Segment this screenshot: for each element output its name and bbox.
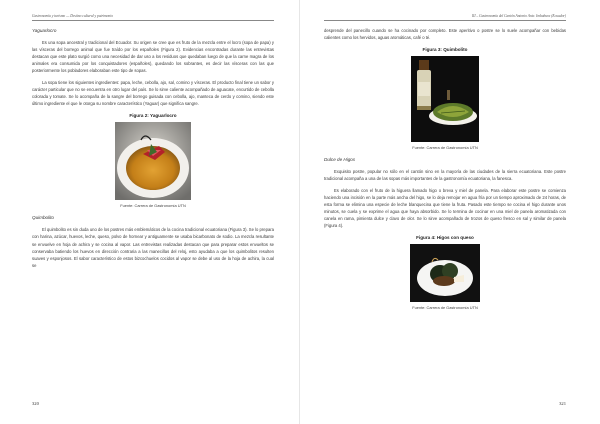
right-page: [300, 0, 600, 424]
left-running-head: Gastronomía y turismo — Destino cultural y patrimonio: [32, 14, 274, 21]
figure-2-caption: Figura 2: Yaguarlocro: [129, 113, 177, 119]
higos-con-queso-photo: [410, 244, 480, 302]
higos-paragraph-2: Es elaborado con el fruto de la higuera llamado higo o breva y miel de panela. Para elaborar este postre se comienza haciendo una incisión en la parte más ancha del higo, se lo deja remojar en agua fría por un tiempo aproximado de 24 horas, de esta forma se elimina una especie de leche blanquecina que tiene la fruta. Pasado este tiempo se cocina el higo durante unos minutos, se cuela y se exprime el agua que haya absorbido. Se lo termina de cocinar en una miel de panela aromatizada con canela en rama, pimienta dulce y clavo de olor. Se lo sirve acompañado de trozos de queso fresco en sal y similar de panela (Figura 4).: [324, 187, 566, 229]
yaguarlocro-paragraph-2: La sopa tiene los siguientes ingredientes: papa, leche, cebolla, ajo, sal, comino y vísceras. El producto final tiene un sabor y carácter particular que no se encuentra en otro lugar del país. Se lo sirve caliente acompañado de aguacate, encurtido de cebolla colorada y tomate. Se lo acompaña de la sangre del borrego guisada con cebolla, ajo, manteca de cerdo y comino, siendo este último ingrediente el que le otorga su nombre característico (Yaguar) que significa sangre.: [32, 79, 274, 107]
figure-4-caption: Figura 4: Higos con queso: [416, 235, 474, 241]
higos-paragraph-1: Exquisito postre, popular no sólo en el cantón sino en la mayoría de las ciudades de la sierra ecuatoriana. Este postre tradicional acompaña a una de las sopas más importantes de la gastronomía ecuatoriana, la fanesca.: [324, 168, 566, 181]
section-title-quimbolito: Quimbolito: [32, 215, 54, 221]
section-title-yaguarlocro: Yaguarlocro: [32, 27, 57, 33]
section-title-dulce-de-higos: Dulce de Higos: [324, 156, 356, 162]
right-running-head: III – Gastronomía del Cantón Antonio Ante. Imbabura (Ecuador): [324, 14, 566, 21]
quimbolito-continuation: desprende del panecillo cuando se ha cocinado por completo. Este aperitivo o postre se lo suele acompañar con bebidas calientes como los hervidos, aguas aromáticas, café o té.: [324, 27, 566, 40]
right-page-number: 321: [559, 401, 566, 406]
figure-2-source: Fuente: Carrera de Gastronomía UTN: [120, 203, 186, 209]
figure-3-source: Fuente: Carrera de Gastronomía UTN: [412, 144, 478, 150]
figure-4-source: Fuente: Carrera de Gastronomía UTN: [412, 305, 478, 311]
figure-3-caption: Figura 3: Quimbolito: [422, 46, 468, 52]
left-page-number: 320: [32, 401, 39, 406]
yaguarlocro-photo: [115, 122, 191, 200]
quimbolito-photo: [411, 56, 479, 142]
quimbolito-paragraph: El quimbolito es sin duda uno de los postres más emblemáticos de la cocina tradicional ecuatoriana (Figura 3). Se lo prepara con harina, azúcar, huevos, leche, queso, polvo de hornear y antiguamente se usaba bicarbonato de sodio. La mezcla resultante se envuelve en hoja de achira y se cocina al vapor. Las entrevistas realizadas destacan que para preparar estos envueltos se conservaba batiendo los huevos en dirección contraria a las manecillas del reloj, esto ayudaba a que los quimbolitos resulten suaves y esponjosos. El sabor característico de estos bizcochuelos cocidos al vapor se debe al uso de la hoja de achira, la cual se: [32, 227, 274, 268]
yaguarlocro-paragraph-1: Es una sopa ancestral y tradicional del Ecuador. Su origen se cree que es fruto de la mezcla entre el locro (sopa de papa) y las vísceras del borrego animal que fue traído por los españoles (Figura 2). Evidencias encontradas durante las entrevistas destacan que este plato surgió como una necesidad de dar uso a los residuos que quedaban luego de que la carne magra de los animales era consumida por los conquistadores (españoles), quedando los sobrantes, es decir las vísceras con las que posteriormente los pobladores elaboraban este tipo de sopas.: [32, 39, 274, 73]
